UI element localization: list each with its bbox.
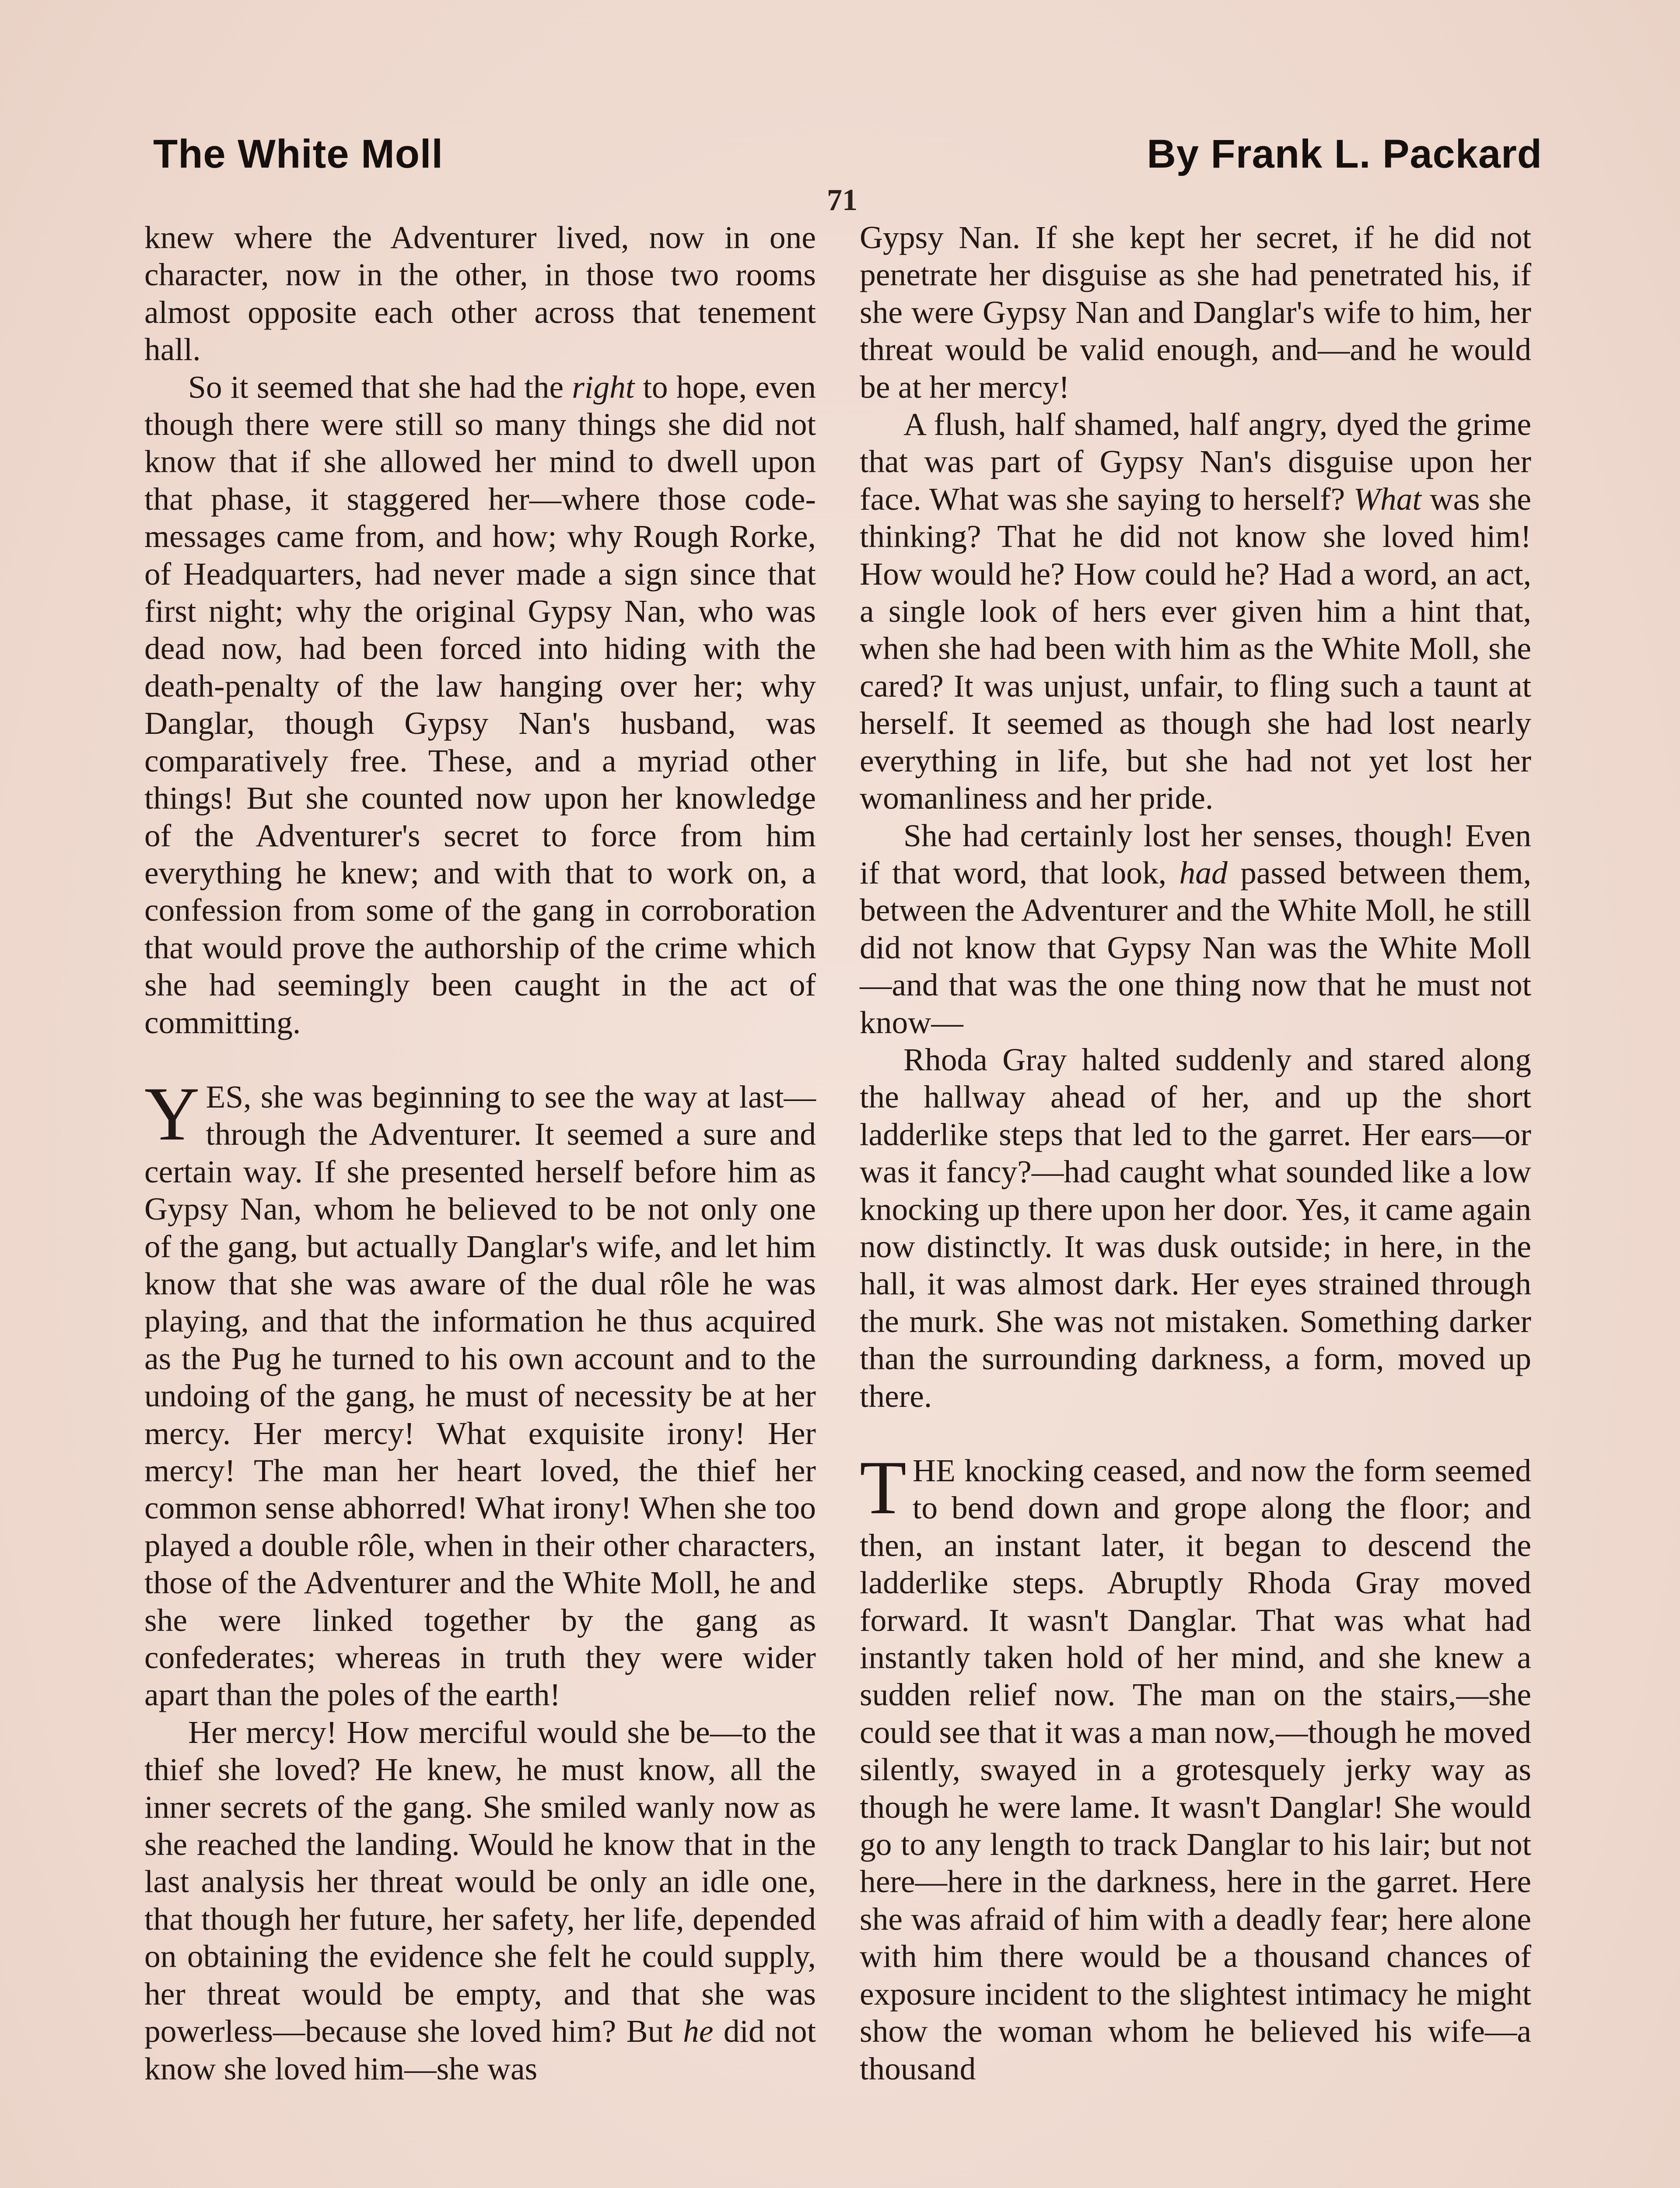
- text-run: ES, she was beginning to see the way at last—through the Adventurer. It seemed a sure and certain way. If she presented herself before him as Gypsy Nan, whom he believed to be not only one of the gang, but actually Danglar's wife, and let him know that she was aware of the dual rôle he was playing, and that the information he thus acquired as the Pug he turned to his own account and to the undoing of the gang, he must of necessity be at her mercy. Her mercy! What exquisite irony! Her mercy! The man her heart loved, the thief her common sense abhorred! What irony! When she too played a double rôle, when in their other characters, those of the Adventurer and the White Moll, he and she were linked together by the gang as confederates; whereas in truth they were wider apart than the poles of the earth!: [144, 1079, 816, 1713]
- paragraph: [144, 368, 816, 1041]
- paragraph: Gypsy Nan. If she kept her secret, if he did not penetrate her disguise as she had penetrated his, if she were Gypsy Nan and Danglar's wife to him, her threat would be valid enough, and—and he would be at her mercy!: [860, 220, 1531, 405]
- text-run: HE knocking ceased, and now the form seemed to bend down and grope along the floor; and then, an instant later, it began to descend the ladderlike steps. Abruptly Rhoda Gray moved forward. It wasn't Danglar. That was what had instantly taken hold of her mind, and she knew a sudden relief now. The man on the stairs,—she could see that it was a man now,—though he moved silently, swayed in a grotesquely jerky way as though he were lame. It wasn't Danglar! She would go to any length to track Danglar to his lair; but not here—here in the darkness, here in the garret. Here she was afraid of him with a deadly fear; here alone with him there would be a thousand chances of exposure incident to the slightest intimacy he might show the woman whom he believed his wife—a thousand: [860, 1453, 1531, 2086]
- story-title: The White Moll: [153, 132, 444, 176]
- emphasis-text: What: [1353, 481, 1421, 517]
- text-run: Her mercy! How merciful would she be—to the thief she loved? He knew, he must know, all the inner secrets of the gang. She smiled wanly now as she reached the landing. Would he know that in the last analysis her threat would be only an idle one, that though her future, her safety, her life, depended on obtaining the evidence she felt he could supply, her threat would be empty, and that she was powerless—because she loved him? But: [144, 1714, 816, 2049]
- paragraph: knew where the Adventurer lived, now in one character, now in the other, in those two rooms almost opposite each other across that tenement hall.: [144, 220, 816, 368]
- section-gap: [144, 1041, 816, 1078]
- author-byline: By Frank L. Packard: [1147, 132, 1542, 176]
- text-run: She had certainly lost her senses, though! Even if that word, that look,: [860, 817, 1531, 891]
- text-run: So it seemed that she had the: [188, 369, 572, 405]
- text-run: A flush, half shamed, half angry, dyed the grime that was part of Gypsy Nan's disguise upon her face. What was she saying to herself?: [860, 407, 1531, 517]
- section-paragraph: [860, 1445, 1531, 2087]
- text-run: did not know she loved him—she was: [144, 2013, 816, 2086]
- paragraph: [860, 406, 1531, 817]
- right-column: [860, 219, 1531, 2087]
- drop-cap: Y: [144, 1071, 200, 1156]
- section-gap: [860, 1415, 1531, 1452]
- paragraph: [144, 1714, 816, 2087]
- left-column: [144, 219, 816, 2087]
- text-run: passed between them, between the Adventurer and the White Moll, he still did not know that Gypsy Nan was the White Moll—and that was the one thing now that he must not know—: [860, 855, 1531, 1040]
- section-paragraph: [144, 1071, 816, 1714]
- page-number: 71: [827, 183, 858, 217]
- emphasis-text: he: [683, 2013, 714, 2049]
- text-run: to hope, even though there were still so many things she did not know that if she allowed her mind to dwell upon that phase, it staggered her—where those code-messages came from, and how; why Rough Rorke, of Headquarters, had never made a sign since that first night; why the original Gypsy Nan, who was dead now, had been forced into hiding with the death-penalty of the law hanging over her; why Danglar, though Gypsy Nan's husband, was comparatively free. These, and a myriad other things! But she counted now upon her knowledge of the Adventurer's secret to force from him everything he knew; and with that to work on, a confession from some of the gang in corroboration that would prove the authorship of the crime which she had seemingly been caught in the act of committing.: [144, 369, 816, 1040]
- emphasis-text: had: [1179, 855, 1228, 891]
- text-run: was she thinking? That he did not know she loved him! How would he? How could he? Had a word, an act, a single look of hers ever given him a hint that, when she had been with him as the White Moll, she cared? It was unjust, unfair, to fling such a taunt at herself. It seemed as though she had lost nearly everything in life, but she had not yet lost her womanliness and her pride.: [860, 481, 1531, 816]
- paragraph: Rhoda Gray halted suddenly and stared along the hallway ahead of her, and up the short ladderlike steps that led to the garret. Her ears—or was it fancy?—had caught what sounded like a low knocking up there upon her door. Yes, it came again now distinctly. It was dusk outside; in here, in the hall, it was almost dark. Her eyes strained through the murk. She was not mistaken. Something darker than the surrounding darkness, a form, moved up there.: [860, 1041, 1531, 1414]
- paragraph: [860, 817, 1531, 1041]
- drop-cap: T: [860, 1445, 906, 1530]
- emphasis-text: right: [572, 369, 635, 405]
